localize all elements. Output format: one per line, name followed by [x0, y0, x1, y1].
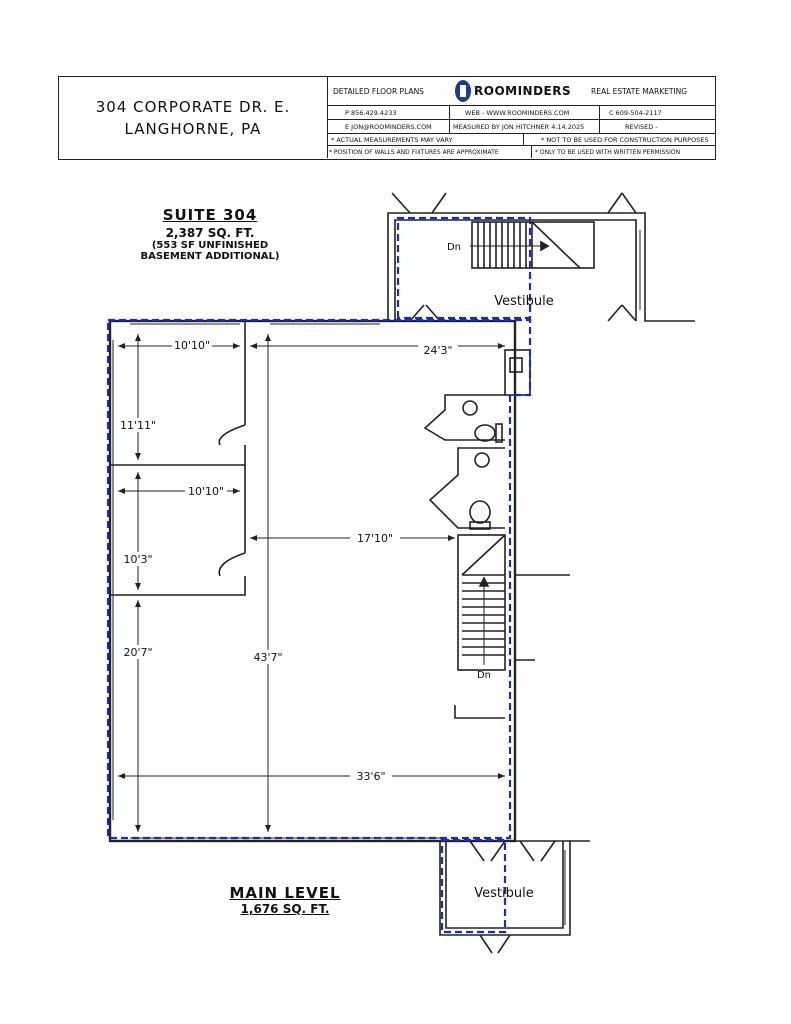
note-position: * POSITION OF WALLS AND FIXTURES ARE APPROXIMATE [329, 148, 499, 156]
stair-side-wall [515, 575, 570, 660]
dim-overall-depth: 43'7" [253, 651, 283, 664]
main-outer-wall [110, 321, 515, 841]
real-estate-marketing: REAL ESTATE MARKETING [591, 86, 688, 96]
office-1-door [219, 425, 245, 445]
windows [113, 230, 640, 925]
level-sqft: 1,676 SQ. FT. [240, 902, 330, 916]
restroom-2 [430, 448, 505, 528]
note-construction: * NOT TO BE USED FOR CONSTRUCTION PURPOSES [541, 135, 709, 144]
top-door-bottom-left [410, 305, 440, 321]
top-door-bottom-right [608, 305, 636, 321]
suite-name: SUITE 304 [162, 206, 258, 224]
dim-office-width: 24'3" [423, 344, 453, 357]
sink-1 [463, 401, 477, 415]
dim-mid-width: 17'10" [356, 532, 394, 545]
dimension-labels [118, 339, 458, 783]
dimension-arrows [118, 334, 505, 832]
brand-name: ROOMINDERS [474, 84, 572, 98]
label-dn-top: Dn [446, 242, 462, 253]
level-name: MAIN LEVEL [229, 884, 341, 902]
suite-sqft: 2,387 SQ. FT. [165, 226, 255, 240]
measured-by: MEASURED BY JON HITCHNER 4.14.2025 [453, 122, 585, 131]
main-stair-arrowhead [480, 578, 488, 586]
cell-phone: C 609-504-2117 [609, 108, 662, 117]
sink-2 [475, 453, 489, 467]
room-labels [447, 242, 554, 901]
dimension-lines [118, 334, 505, 832]
top-door-left [392, 193, 446, 213]
address-line-2: LANGHORNE, PA [124, 119, 262, 138]
toilet-1 [475, 425, 495, 441]
dim-room2-width: 10'10" [187, 485, 225, 498]
label-dn-stairs: Dn [476, 670, 492, 681]
lower-core-wall [455, 705, 505, 718]
bottom-door-exterior [480, 935, 510, 953]
dim-room1-width: 10'10" [173, 339, 211, 352]
note-measurements: * ACTUAL MEASUREMENTS MAY VARY [331, 135, 453, 144]
outline-main [108, 320, 530, 838]
email: E JON@ROOMINDERS.COM [345, 122, 432, 131]
level-title-block [200, 884, 370, 916]
label-vestibule-bottom: Vestibule [474, 886, 534, 901]
dim-room1-depth: 11'11" [119, 419, 157, 432]
toilet-2 [470, 501, 490, 523]
address-line-1: 304 CORPORATE DR. E. [95, 97, 291, 116]
web: WEB - WWW.ROOMINDERS.COM [465, 108, 570, 117]
main-stair [458, 535, 505, 670]
bottom-door-top-right [520, 841, 555, 861]
label-vestibule-top: Vestibule [494, 294, 554, 309]
top-stair-arrowhead [541, 242, 548, 250]
top-door-right [608, 193, 636, 213]
dim-left-lower: 20'7" [123, 646, 153, 659]
dim-overall-width: 33'6" [356, 770, 386, 783]
phone: P 856.429.4233 [345, 108, 397, 117]
note-permission: * ONLY TO BE USED WITH WRITTEN PERMISSION [535, 148, 681, 156]
revised: REVISED - [625, 122, 658, 131]
office-2-door [219, 553, 245, 576]
restroom-1 [425, 395, 505, 440]
detailed-floor-plans: DETAILED FLOOR PLANS [333, 86, 424, 96]
bottom-door-top [470, 841, 505, 861]
suite-note-2: BASEMENT ADDITIONAL) [140, 251, 280, 262]
dim-room2-depth: 10'3" [123, 553, 153, 566]
suite-note-1: (553 SF UNFINISHED [151, 240, 269, 251]
